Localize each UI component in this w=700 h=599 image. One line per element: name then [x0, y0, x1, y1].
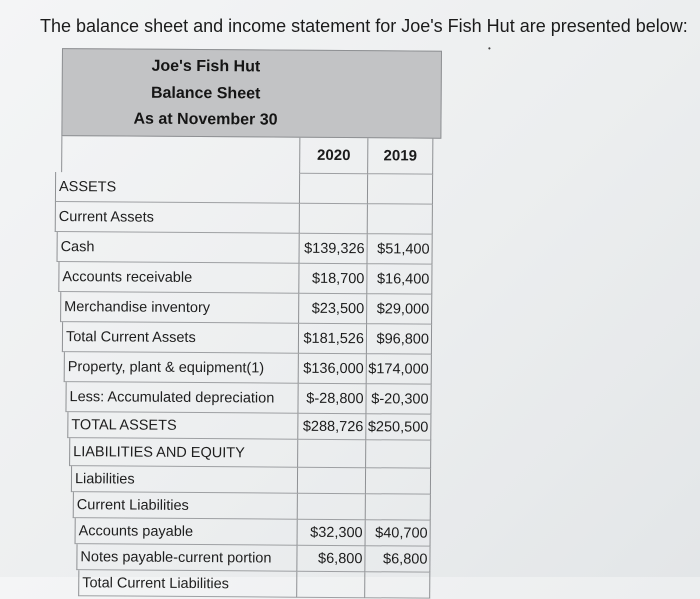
table-row	[50, 262, 450, 295]
value-2019	[365, 468, 431, 494]
table-row	[49, 438, 449, 469]
value-2020: $18,700	[298, 264, 366, 294]
balance-sheet	[48, 48, 452, 591]
value-2020	[296, 572, 364, 598]
value-2019: $16,400	[366, 264, 432, 294]
value-2020: $181,526	[298, 324, 366, 354]
row-label: Notes payable-current portion	[76, 544, 296, 572]
table-row	[51, 202, 451, 235]
row-label: Total Current Liabilities	[78, 570, 296, 598]
intro-text: The balance sheet and income statement for Joe's Fish Hut are presented below:	[40, 16, 688, 36]
row-label: Merchandise inventory	[60, 292, 298, 324]
value-2020: $-28,800	[297, 384, 365, 414]
table-row	[50, 352, 450, 385]
value-2019: $-20,300	[365, 384, 431, 414]
table-row	[48, 570, 448, 599]
value-2020	[297, 494, 365, 520]
value-2020: $136,000	[298, 354, 366, 384]
value-2020	[299, 174, 367, 204]
table-row	[49, 492, 449, 521]
statement-date: As at November 30	[133, 110, 278, 129]
value-2019: $250,500	[365, 414, 431, 440]
row-label: Current Assets	[55, 202, 299, 234]
row-label: ASSETS	[55, 172, 299, 204]
table-row	[51, 232, 451, 265]
row-label: Accounts payable	[75, 518, 297, 546]
year-header-blank	[61, 136, 299, 174]
year-2020-header: 2020	[299, 138, 367, 174]
table-row	[49, 518, 449, 547]
company-name: Joe's Fish Hut	[151, 57, 261, 76]
value-2019	[364, 572, 430, 598]
value-2019	[365, 440, 431, 468]
speck-mark: •	[488, 44, 491, 53]
value-2019	[367, 174, 433, 204]
value-2019: $174,000	[366, 354, 432, 384]
table-row	[50, 322, 450, 355]
value-2019: $40,700	[365, 520, 431, 546]
table-row	[48, 544, 448, 573]
table-row	[50, 292, 450, 325]
row-label: TOTAL ASSETS	[67, 412, 297, 440]
value-2020	[297, 440, 365, 468]
table-row	[49, 382, 449, 415]
value-2020: $6,800	[296, 546, 364, 572]
row-label: Accounts receivable	[58, 262, 298, 294]
row-label: Cash	[57, 232, 299, 264]
row-label: Total Current Assets	[62, 322, 298, 354]
value-2019	[367, 204, 433, 234]
table-row	[49, 412, 449, 441]
value-2020	[297, 468, 365, 494]
statement-title: Balance Sheet	[150, 84, 261, 103]
value-2019: $29,000	[366, 294, 432, 324]
sheet-header	[61, 48, 442, 139]
row-label: Property, plant & equipment(1)	[64, 352, 298, 384]
value-2020: $288,726	[297, 414, 365, 440]
value-2019	[365, 494, 431, 520]
value-2020	[299, 204, 367, 234]
row-label: Current Liabilities	[73, 492, 297, 520]
value-2019: $6,800	[364, 546, 430, 572]
value-2020: $23,500	[298, 294, 366, 324]
value-2020: $139,326	[298, 234, 366, 264]
row-label: LIABILITIES AND EQUITY	[69, 438, 297, 468]
table-row	[49, 466, 449, 495]
row-label: Liabilities	[71, 466, 297, 494]
row-label: Less: Accumulated depreciation	[65, 382, 297, 414]
year-2019-header: 2019	[367, 138, 433, 174]
table-row	[51, 172, 451, 205]
value-2019: $51,400	[366, 234, 432, 264]
value-2020: $32,300	[297, 520, 365, 546]
value-2019: $96,800	[366, 324, 432, 354]
year-header-row	[51, 136, 451, 175]
